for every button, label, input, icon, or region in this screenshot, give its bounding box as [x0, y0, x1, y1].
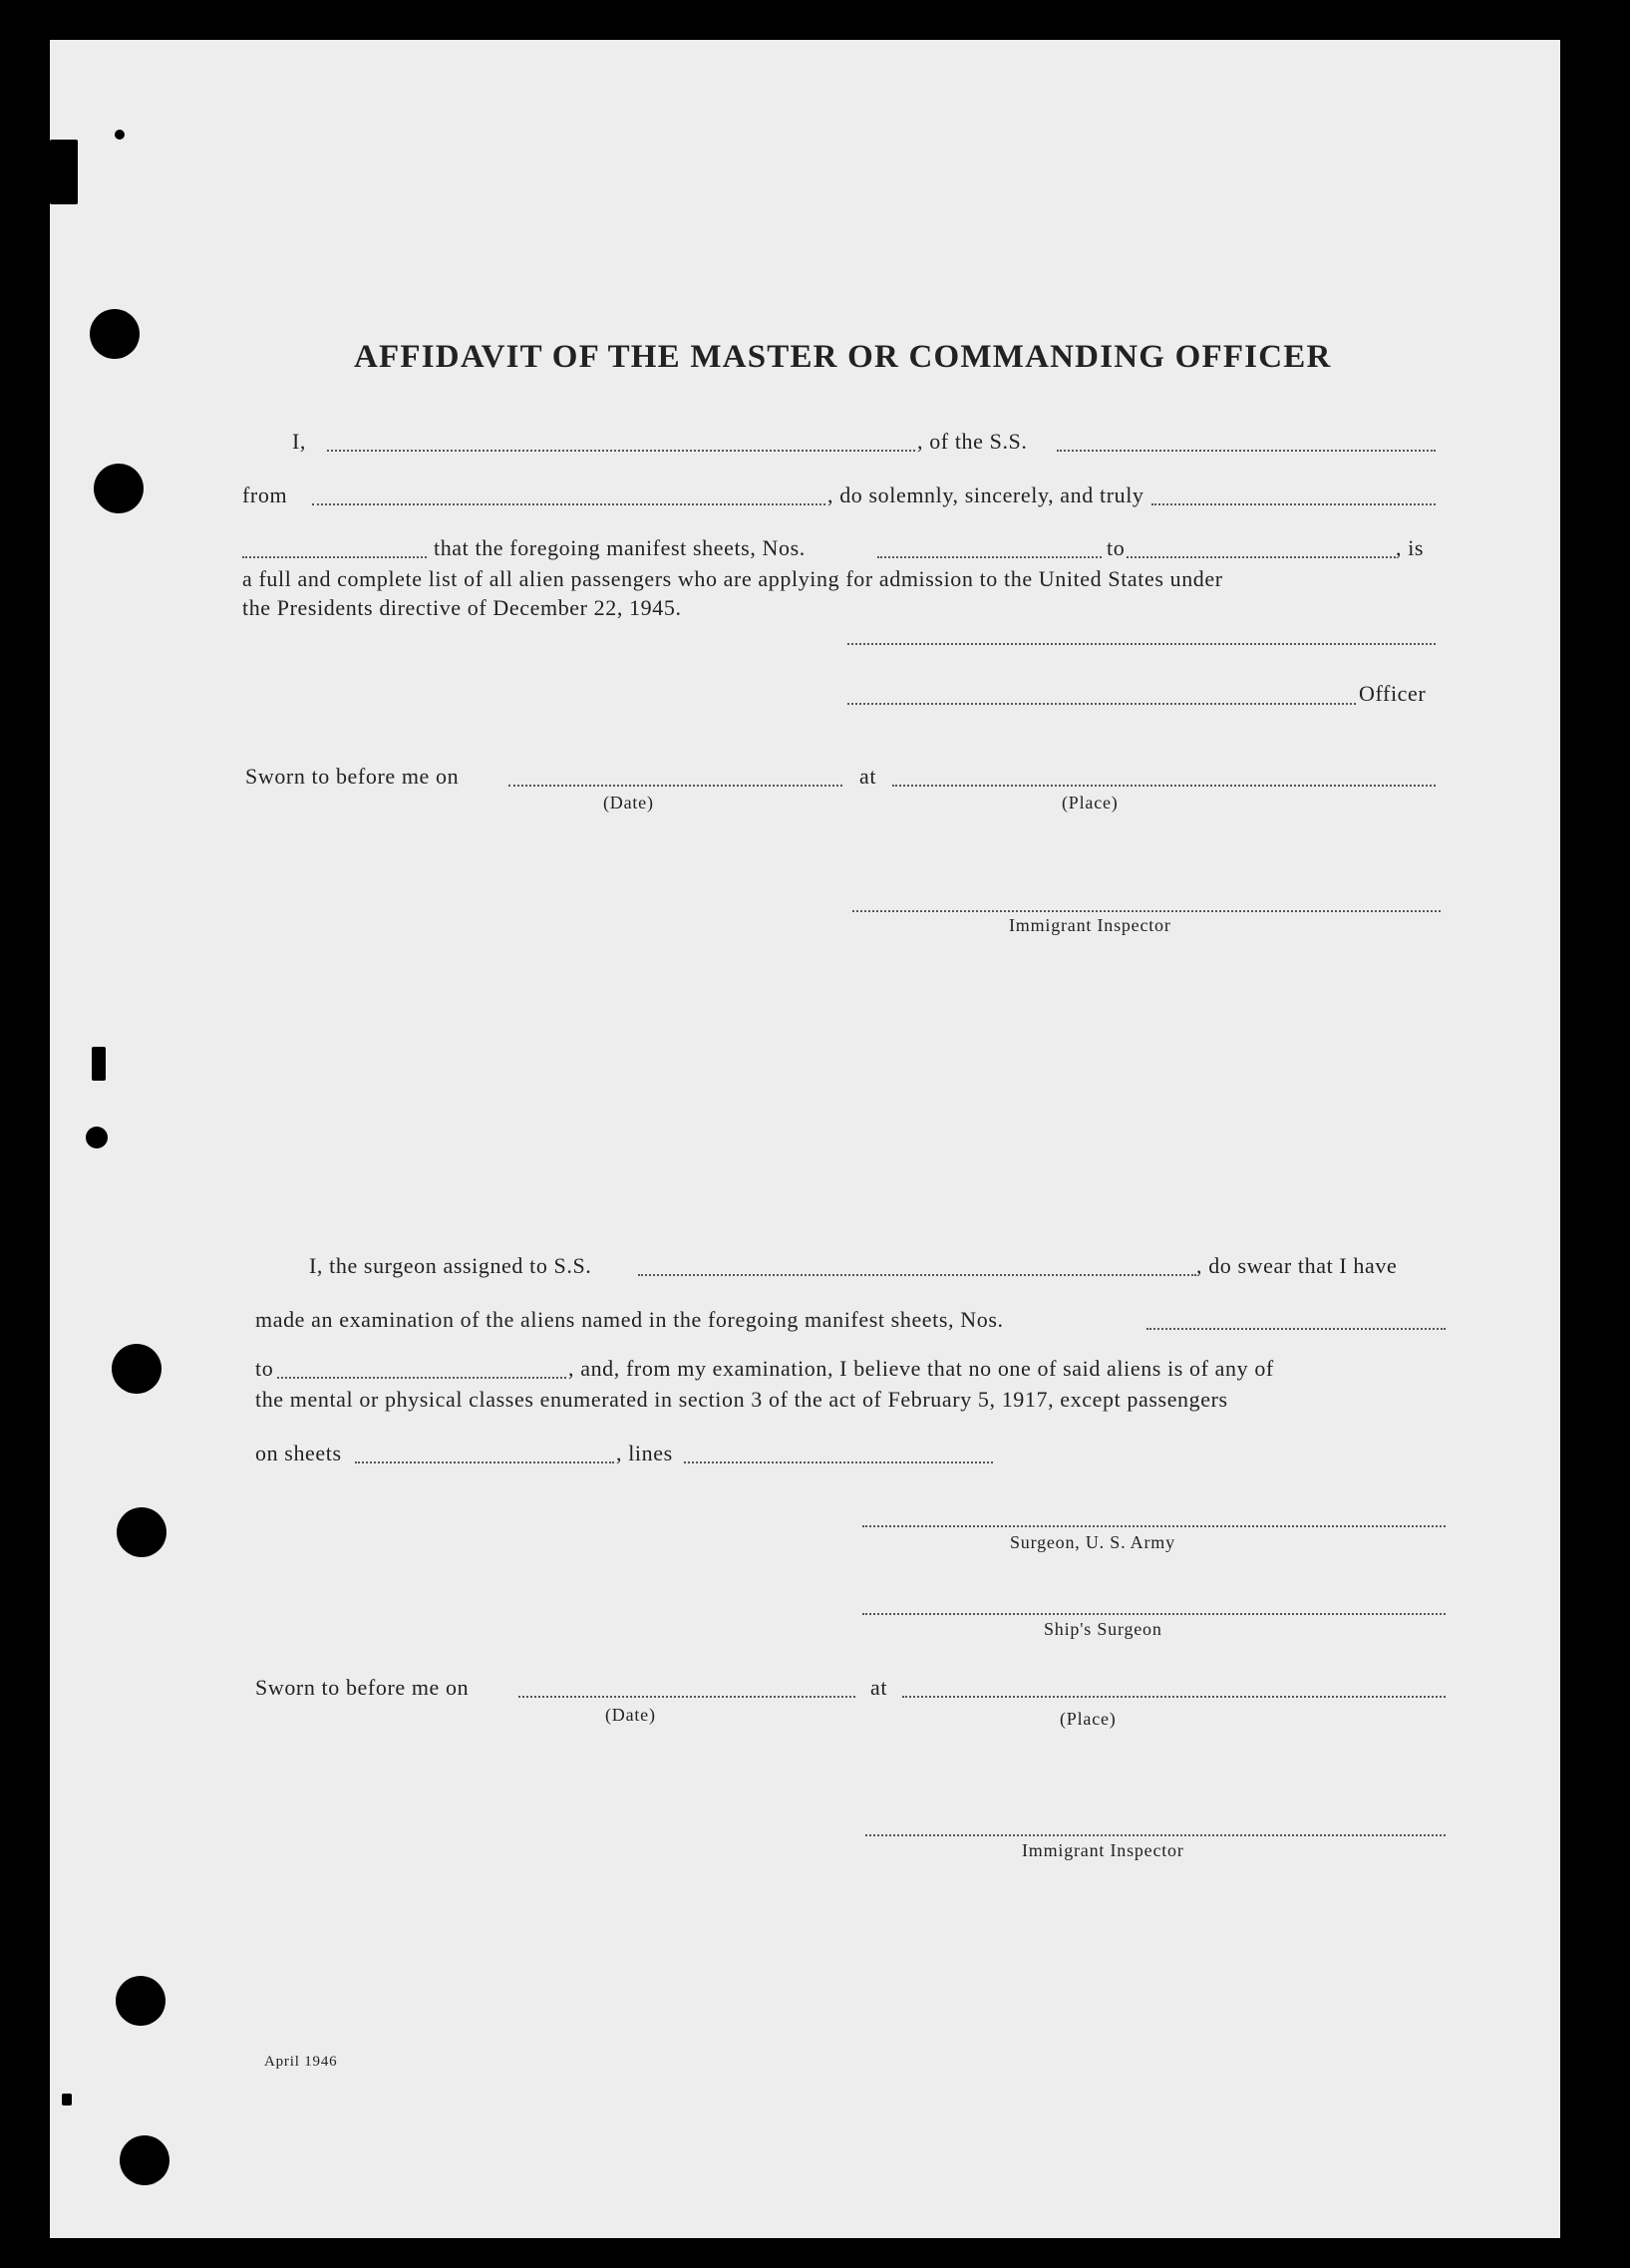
page-title: AFFIDAVIT OF THE MASTER OR COMMANDING OFFICER	[354, 339, 1332, 375]
from-label: from	[242, 483, 288, 507]
sworn-date-field[interactable]	[508, 785, 842, 787]
officer-signature-line-2[interactable]	[847, 703, 1356, 705]
ink-spot	[115, 130, 125, 140]
ships-surgeon-signature-line[interactable]	[862, 1613, 1446, 1615]
statement-line-4: a full and complete list of all alien passengers who are applying for admission to the United States under	[242, 566, 1223, 591]
statement-line-5: the Presidents directive of December 22, 1945.	[242, 595, 682, 620]
punch-hole	[120, 2135, 169, 2185]
surgeon-line-1: I, the surgeon assigned to S.S.	[309, 1253, 592, 1278]
surgeon-to-label: to	[255, 1356, 274, 1381]
officer-signature-line-1[interactable]	[847, 643, 1436, 645]
punch-hole	[94, 464, 144, 513]
binding-mark	[92, 1047, 106, 1081]
exception-sheets-field[interactable]	[355, 1461, 614, 1463]
surgeon-sheets-to-field[interactable]	[277, 1377, 566, 1379]
binding-mark	[86, 1127, 108, 1148]
binding-mark	[62, 2094, 72, 2106]
sworn-label: Sworn to before me on	[245, 764, 460, 789]
surgeon-line-1-end: , do swear that I have	[1196, 1253, 1398, 1278]
surgeon-line-4: the mental or physical classes enumerated in section 3 of the act of February 5, 1917, except passengers	[255, 1387, 1228, 1412]
is-label: , is	[1396, 535, 1425, 560]
inspector-signature-line[interactable]	[852, 910, 1441, 912]
surgeon-sworn-label: Sworn to before me on	[255, 1675, 470, 1700]
surgeon-sworn-date-field[interactable]	[518, 1696, 855, 1698]
to-label: to	[1107, 535, 1126, 560]
torn-edge-mark	[50, 140, 78, 204]
surgeon-inspector-caption: Immigrant Inspector	[1022, 1840, 1184, 1860]
ships-surgeon-caption: Ship's Surgeon	[1044, 1619, 1162, 1639]
army-surgeon-caption: Surgeon, U. S. Army	[1010, 1532, 1175, 1552]
surgeon-sheets-from-field[interactable]	[1146, 1328, 1446, 1330]
officer-label: Officer	[1359, 681, 1427, 706]
of-ss-label: , of the S.S.	[917, 429, 1028, 454]
sworn-place-field[interactable]	[892, 785, 1436, 787]
punch-hole	[90, 309, 140, 359]
punch-hole	[117, 1507, 166, 1557]
surgeon-inspector-signature-line[interactable]	[865, 1834, 1446, 1836]
oath-word-field[interactable]	[1151, 503, 1436, 505]
sheets-to-field[interactable]	[1127, 556, 1396, 558]
do-solemnly-label: , do solemnly, sincerely, and truly	[827, 483, 1144, 507]
master-name-field[interactable]	[327, 450, 915, 452]
on-sheets-label: on sheets	[255, 1441, 342, 1465]
surgeon-ship-field[interactable]	[638, 1274, 1196, 1276]
form-page	[50, 40, 1560, 2238]
i-label: I,	[292, 429, 307, 454]
inspector-caption: Immigrant Inspector	[1009, 915, 1171, 935]
sheets-from-field[interactable]	[877, 556, 1102, 558]
ship-name-field[interactable]	[1057, 450, 1436, 452]
from-port-field[interactable]	[312, 503, 825, 505]
form-date: April 1946	[264, 2054, 338, 2070]
lines-label: , lines	[616, 1441, 673, 1465]
punch-hole	[112, 1344, 162, 1394]
exception-lines-field[interactable]	[684, 1461, 993, 1463]
surgeon-sworn-place-field[interactable]	[902, 1696, 1446, 1698]
surgeon-line-2: made an examination of the aliens named in the foregoing manifest sheets, Nos.	[255, 1307, 1004, 1332]
surgeon-place-caption: (Place)	[1060, 1709, 1117, 1729]
surgeon-sworn-at-label: at	[870, 1675, 888, 1700]
army-surgeon-signature-line[interactable]	[862, 1525, 1446, 1527]
surgeon-line-3: , and, from my examination, I believe that no one of said aliens is of any of	[568, 1356, 1274, 1381]
place-caption: (Place)	[1062, 793, 1119, 812]
sworn-at-label: at	[859, 764, 877, 789]
foregoing-sheets-label: that the foregoing manifest sheets, Nos.	[434, 535, 806, 560]
surgeon-date-caption: (Date)	[605, 1705, 656, 1725]
punch-hole	[116, 1976, 165, 2026]
date-caption: (Date)	[603, 793, 654, 812]
oath-word-cont-field[interactable]	[242, 556, 427, 558]
